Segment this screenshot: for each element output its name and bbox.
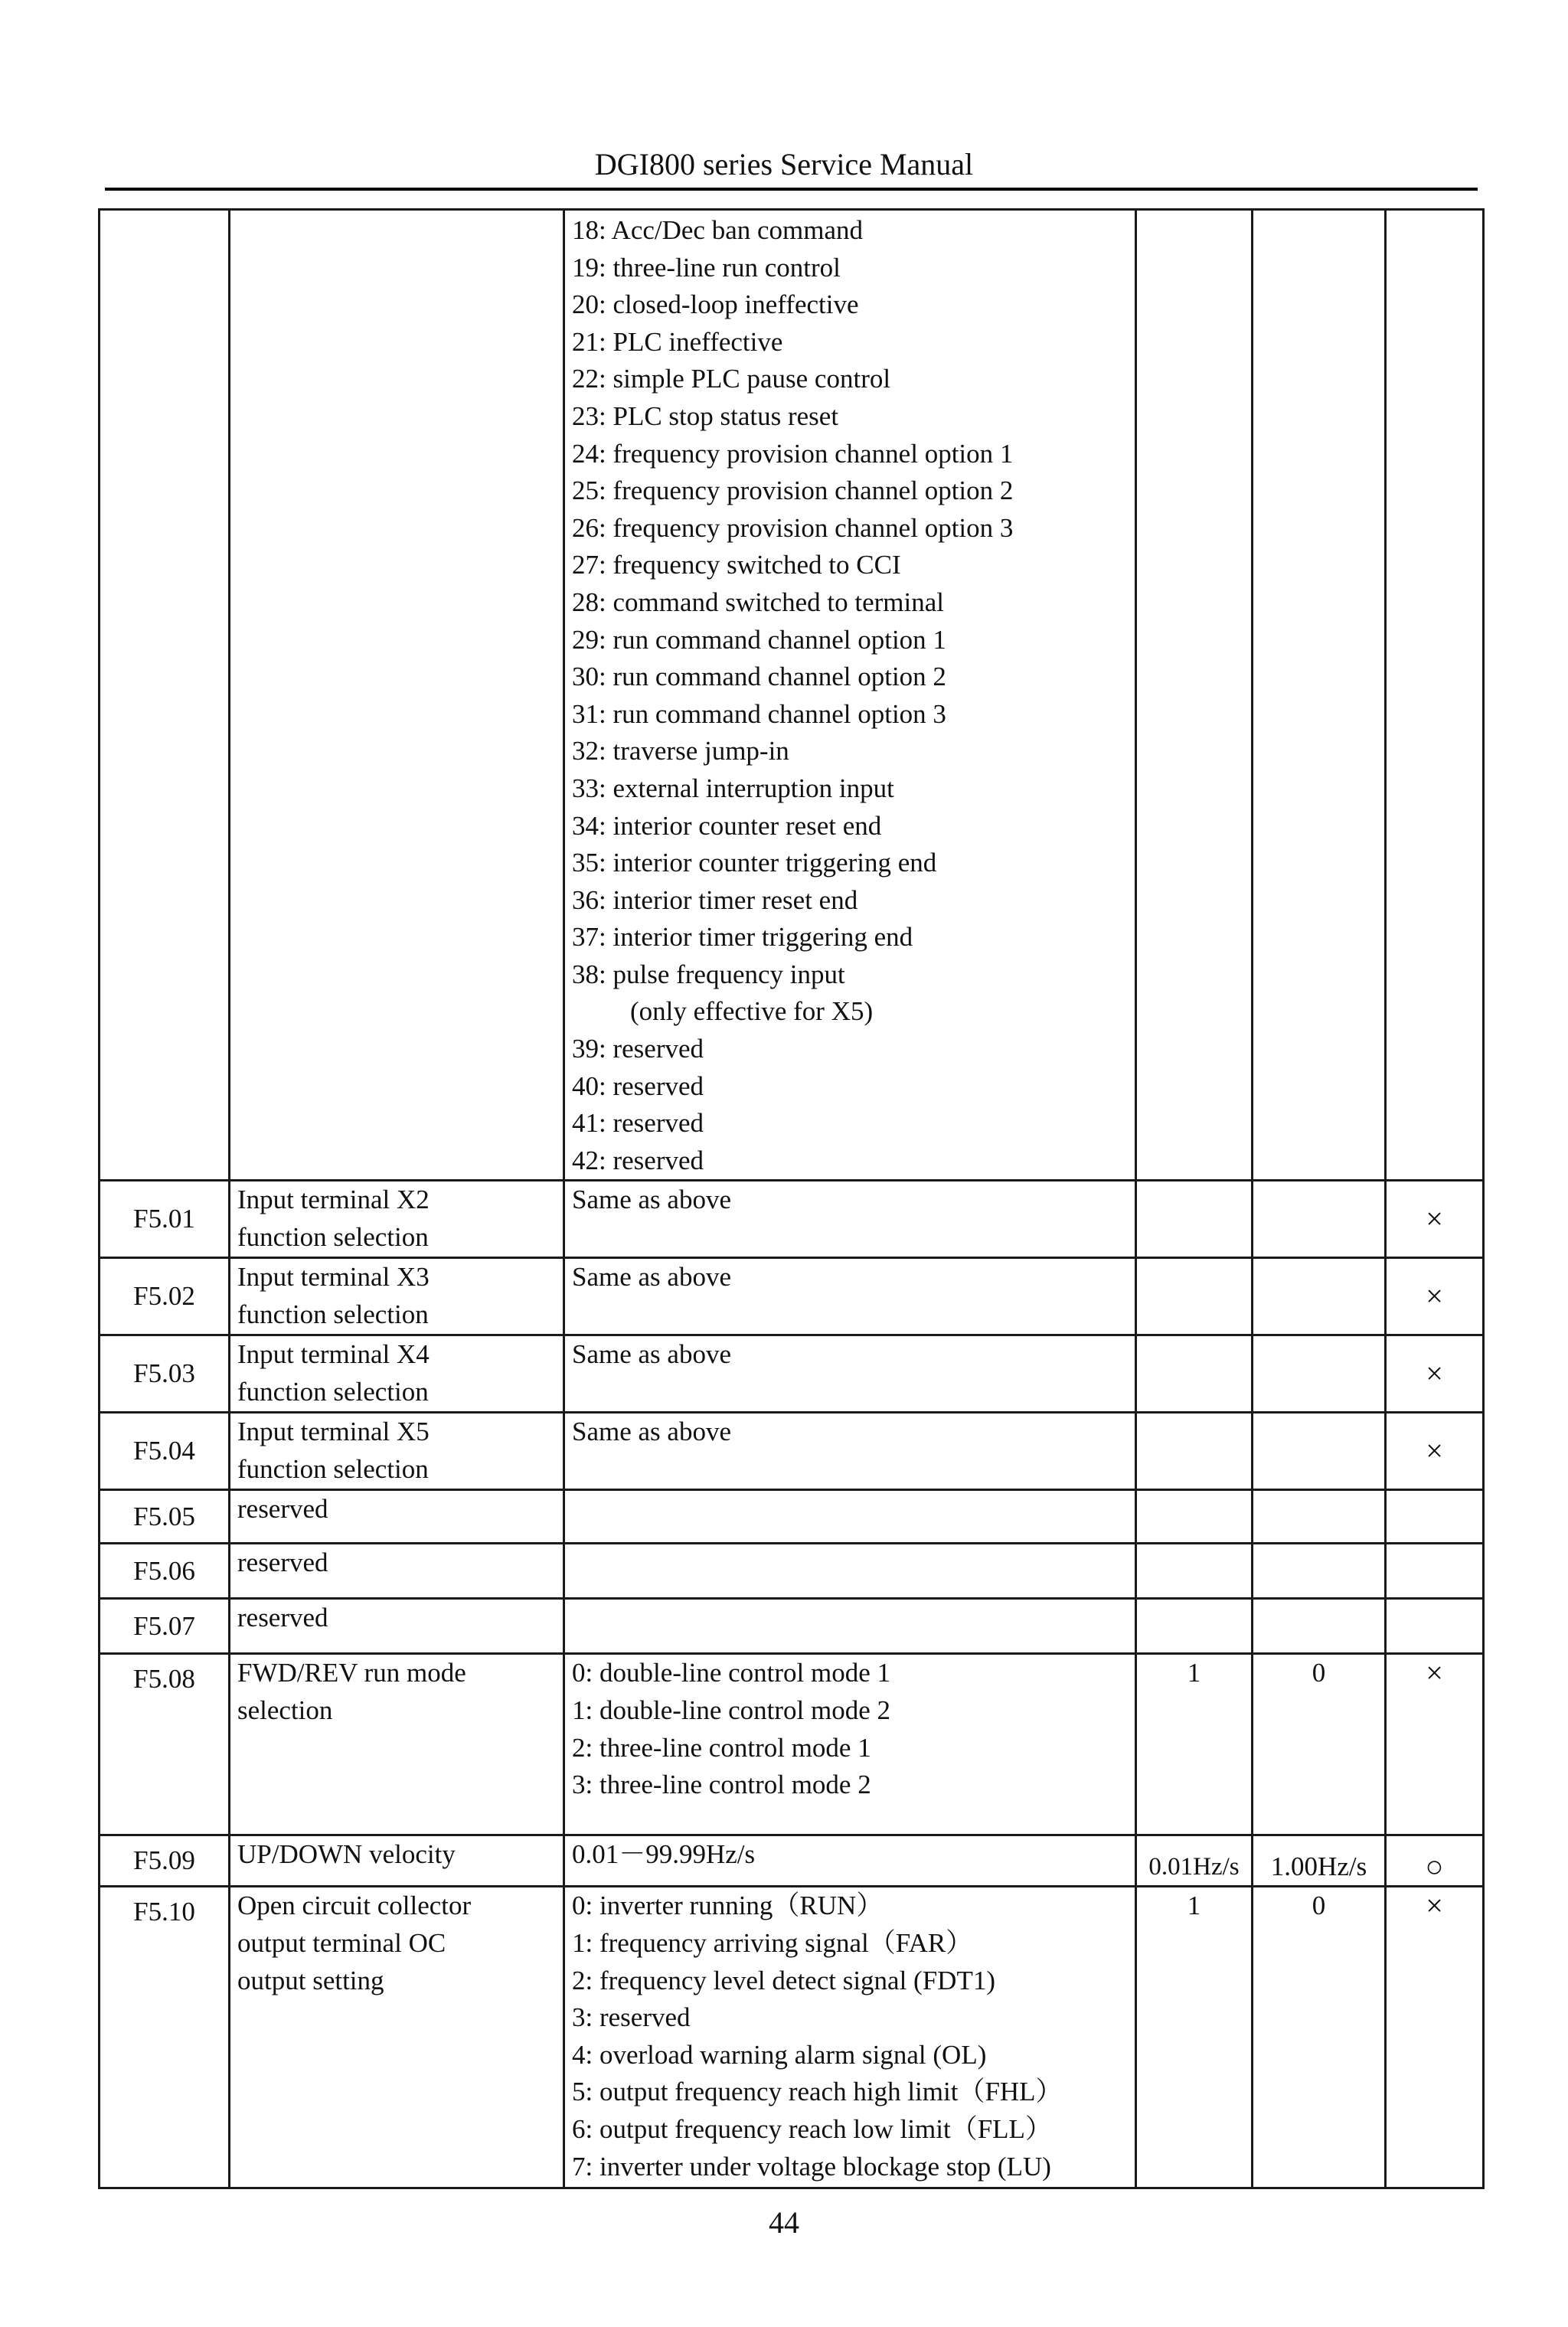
- name-line: function selection: [237, 1222, 429, 1253]
- modify-cell: ×: [1386, 1258, 1484, 1335]
- modify-cell: [1386, 210, 1484, 1181]
- unit-cell: [1136, 1490, 1253, 1544]
- default-cell: [1253, 210, 1386, 1181]
- code-cell: F5.02: [100, 1258, 230, 1335]
- setting-line: 23: PLC stop status reset: [572, 400, 839, 431]
- name-cell: [230, 1181, 564, 1258]
- setting-line: 20: closed-loop ineffective: [572, 289, 859, 320]
- unit-cell: 1: [1136, 1887, 1253, 2188]
- setting-line: 2: frequency level detect signal (FDT1): [572, 1965, 995, 1995]
- modify-cell: [1386, 1490, 1484, 1544]
- name-line: Input terminal X2: [237, 1185, 430, 1215]
- name-line: selection: [237, 1695, 333, 1726]
- name-line: function selection: [237, 1454, 429, 1485]
- default-cell: [1253, 1599, 1386, 1654]
- setting-line: 36: interior timer reset end: [572, 884, 858, 915]
- default-cell: [1253, 1181, 1386, 1258]
- default-cell: 1.00Hz/s: [1253, 1835, 1386, 1887]
- default-cell: 0: [1253, 1654, 1386, 1835]
- setting-line: 5: output frequency reach high limit（FHL）: [572, 2077, 1063, 2107]
- setting-line: 22: simple PLC pause control: [572, 364, 891, 394]
- setting-cell: [564, 1599, 1136, 1654]
- setting-line: 2: three-line control mode 1: [572, 1732, 871, 1763]
- setting-line: 19: three-line run control: [572, 252, 841, 283]
- setting-line: 40: reserved: [572, 1070, 704, 1101]
- setting-line: 7: inverter under voltage blockage stop (LU): [572, 2151, 1051, 2182]
- default-cell: [1253, 1413, 1386, 1490]
- name-cell: [230, 1654, 564, 1835]
- modify-cell: ×: [1386, 1887, 1484, 2188]
- setting-line: 29: run command channel option 1: [572, 624, 946, 655]
- code-cell: F5.08: [100, 1654, 230, 1835]
- name-cell: reserved: [230, 1544, 564, 1599]
- setting-line: 28: command switched to terminal: [572, 587, 945, 617]
- default-cell: 0: [1253, 1887, 1386, 2188]
- modify-cell: [1386, 1544, 1484, 1599]
- header-title: DGI800 series Service Manual: [594, 147, 974, 181]
- modify-cell: [1386, 1599, 1484, 1654]
- name-cell: [230, 1335, 564, 1413]
- parameter-table: [98, 208, 1485, 2189]
- code-cell: F5.09: [100, 1835, 230, 1887]
- name-line: Input terminal X3: [237, 1262, 430, 1293]
- setting-line: 41: reserved: [572, 1108, 704, 1139]
- code-cell: [100, 210, 230, 1181]
- setting-line: 6: output frequency reach low limit（FLL）: [572, 2114, 1052, 2144]
- setting-cell: [564, 1544, 1136, 1599]
- unit-cell: [1136, 1544, 1253, 1599]
- name-cell: [230, 1887, 564, 2188]
- table-row: [100, 1887, 1484, 2188]
- name-line: function selection: [237, 1299, 429, 1330]
- unit-cell: [1136, 1599, 1253, 1654]
- setting-line: 39: reserved: [572, 1034, 704, 1064]
- setting-line: 18: Acc/Dec ban command: [572, 215, 864, 245]
- modify-cell: ○: [1386, 1835, 1484, 1887]
- setting-line: 21: PLC ineffective: [572, 326, 783, 357]
- default-cell: [1253, 1258, 1386, 1335]
- name-cell: UP/DOWN velocity: [230, 1835, 564, 1887]
- default-cell: [1253, 1335, 1386, 1413]
- table-row: [100, 1413, 1484, 1490]
- settings-cell: [564, 1654, 1136, 1835]
- modify-cell: ×: [1386, 1181, 1484, 1258]
- name-line: FWD/REV run mode: [237, 1658, 466, 1688]
- default-cell: [1253, 1490, 1386, 1544]
- default-cell: [1253, 1544, 1386, 1599]
- setting-line: 1: frequency arriving signal（FAR）: [572, 1928, 973, 1959]
- table-row: [100, 1490, 1484, 1544]
- modify-cell: ×: [1386, 1335, 1484, 1413]
- setting-cell: 0.01－99.99Hz/s: [564, 1835, 1136, 1887]
- code-cell: F5.06: [100, 1544, 230, 1599]
- name-line: Open circuit collector: [237, 1891, 472, 1921]
- setting-line: 30: run command channel option 2: [572, 662, 946, 692]
- setting-line: 3: three-line control mode 2: [572, 1770, 871, 1800]
- unit-cell: 1: [1136, 1654, 1253, 1835]
- table-row: [100, 1258, 1484, 1335]
- setting-line: 24: frequency provision channel option 1: [572, 438, 1014, 469]
- code-cell: F5.10: [100, 1887, 230, 2188]
- settings-cell: [564, 1887, 1136, 2188]
- name-cell: [230, 210, 564, 1181]
- table-row: [100, 1335, 1484, 1413]
- setting-cell: Same as above: [564, 1258, 1136, 1335]
- name-cell: [230, 1413, 564, 1490]
- settings-cell: [564, 210, 1136, 1181]
- modify-cell: ×: [1386, 1413, 1484, 1490]
- setting-line: (only effective for X5): [630, 996, 874, 1027]
- unit-cell: 0.01Hz/s: [1136, 1835, 1253, 1887]
- name-line: Input terminal X5: [237, 1417, 430, 1447]
- table-row: [100, 1544, 1484, 1599]
- code-cell: F5.05: [100, 1490, 230, 1544]
- setting-line: 33: external interruption input: [572, 773, 894, 803]
- unit-cell: [1136, 1258, 1253, 1335]
- name-cell: [230, 1258, 564, 1335]
- setting-line: 4: overload warning alarm signal (OL): [572, 2039, 987, 2070]
- setting-line: 32: traverse jump-in: [572, 736, 789, 766]
- setting-line: 3: reserved: [572, 2002, 691, 2033]
- table-row: [100, 1835, 1484, 1887]
- name-cell: reserved: [230, 1599, 564, 1654]
- unit-cell: [1136, 1413, 1253, 1490]
- setting-cell: Same as above: [564, 1413, 1136, 1490]
- header-rule: [105, 188, 1478, 191]
- setting-line: 27: frequency switched to CCI: [572, 550, 901, 580]
- name-line: output setting: [237, 1965, 384, 1995]
- setting-line: 37: interior timer triggering end: [572, 922, 913, 953]
- setting-line: 25: frequency provision channel option 2: [572, 476, 1014, 506]
- setting-line: 31: run command channel option 3: [572, 698, 946, 729]
- table-row: [100, 1181, 1484, 1258]
- code-cell: F5.03: [100, 1335, 230, 1413]
- code-cell: F5.07: [100, 1599, 230, 1654]
- setting-cell: Same as above: [564, 1335, 1136, 1413]
- table-row-continued: [100, 210, 1484, 1181]
- unit-cell: [1136, 210, 1253, 1181]
- name-cell: reserved: [230, 1490, 564, 1544]
- table-row: [100, 1654, 1484, 1835]
- setting-line: 38: pulse frequency input: [572, 959, 845, 989]
- setting-cell: Same as above: [564, 1181, 1136, 1258]
- setting-line: 1: double-line control mode 2: [572, 1695, 891, 1726]
- setting-line: 26: frequency provision channel option 3: [572, 512, 1014, 543]
- setting-line: 42: reserved: [572, 1145, 704, 1175]
- name-line: function selection: [237, 1377, 429, 1407]
- setting-line: 34: interior counter reset end: [572, 810, 882, 841]
- name-line: output terminal OC: [237, 1928, 446, 1959]
- modify-cell: ×: [1386, 1654, 1484, 1835]
- setting-cell: [564, 1490, 1136, 1544]
- setting-line: 35: interior counter triggering end: [572, 848, 937, 878]
- table-row: [100, 1599, 1484, 1654]
- code-cell: F5.01: [100, 1181, 230, 1258]
- page-number: 44: [769, 2205, 799, 2240]
- setting-line: 0: double-line control mode 1: [572, 1658, 891, 1688]
- unit-cell: [1136, 1181, 1253, 1258]
- name-line: Input terminal X4: [237, 1339, 430, 1370]
- code-cell: F5.04: [100, 1413, 230, 1490]
- setting-line: 0: inverter running（RUN）: [572, 1891, 884, 1921]
- unit-cell: [1136, 1335, 1253, 1413]
